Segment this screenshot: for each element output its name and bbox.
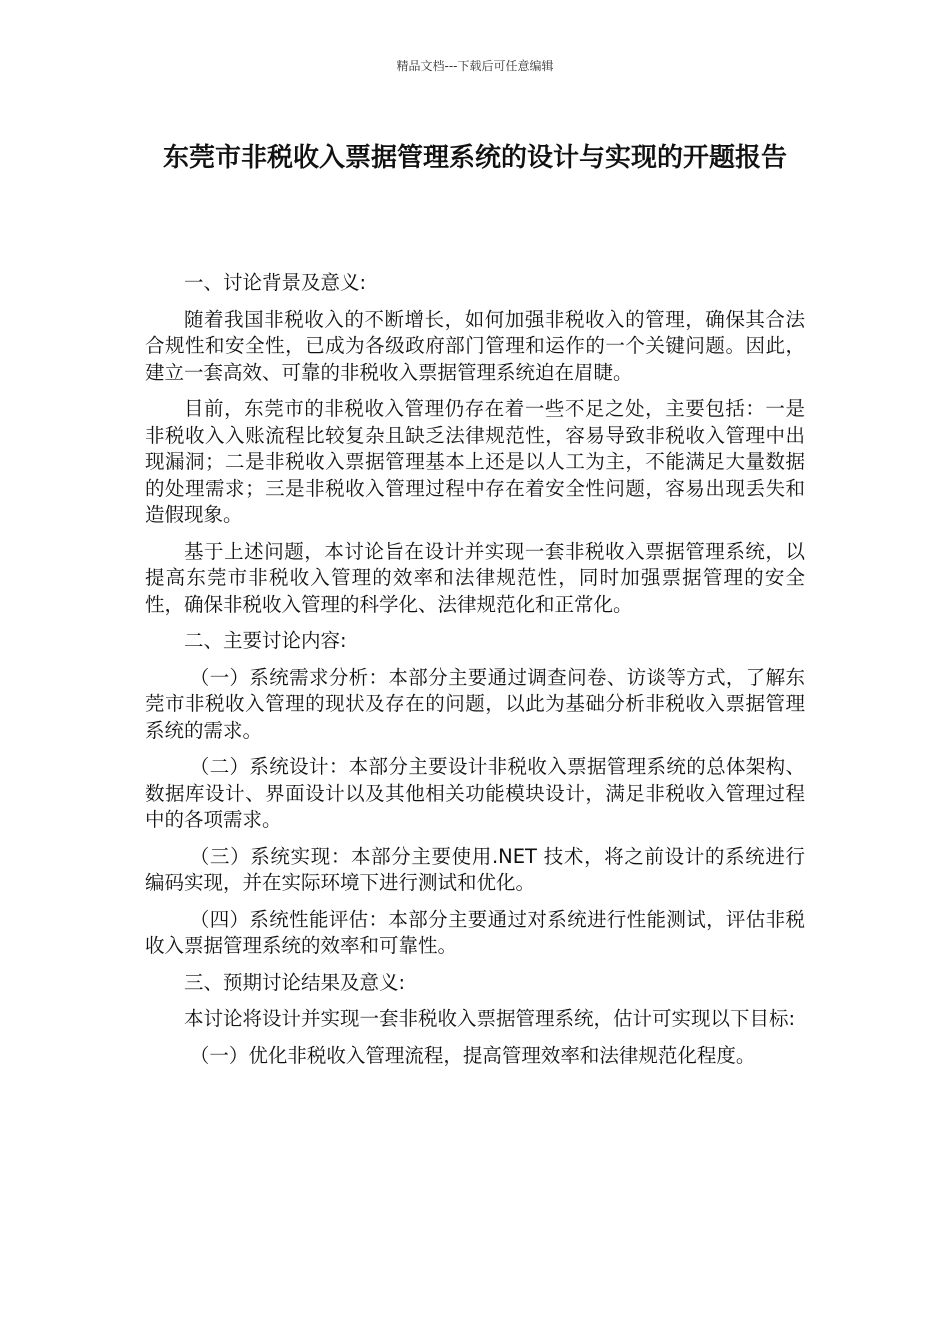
paragraph: 随着我国非税收入的不断增长，如何加强非税收入的管理，确保其合法合规性和安全性，已成为各级政府部门管理和运作的一个关键问题。因此，建立一套高效、可靠的非税收入票据管理系统迫在眉睫。 bbox=[145, 307, 805, 384]
paragraph: （三）系统实现：本部分主要使用.NET 技术，将之前设计的系统进行编码实现，并在实际环境下进行测试和优化。 bbox=[145, 844, 805, 894]
section-background bbox=[145, 270, 805, 618]
document-body bbox=[145, 270, 805, 1079]
section-heading: 二、主要讨论内容: bbox=[184, 629, 347, 652]
section-heading: 三、预期讨论结果及意义: bbox=[184, 970, 406, 994]
section-expected-results bbox=[145, 970, 805, 1070]
paragraph: （一）优化非税收入管理流程，提高管理效率和法律规范化程度。 bbox=[189, 1043, 756, 1067]
paragraph: 本讨论将设计并实现一套非税收入票据管理系统，估计可实现以下目标: bbox=[184, 1007, 796, 1030]
paragraph: （一）系统需求分析：本部分主要通过调查问卷、访谈等方式，了解东莞市非税收入管理的现状及存在的问题，以此为基础分析非税收入票据管理系统的需求。 bbox=[145, 665, 805, 742]
paragraph: （四）系统性能评估：本部分主要通过对系统进行性能测试，评估非税收入票据管理系统的效率和可靠性。 bbox=[145, 907, 805, 957]
page-header-note: 精品文档---下载后可任意编辑 bbox=[396, 59, 554, 73]
section-heading: 一、讨论背景及意义: bbox=[184, 271, 367, 294]
section-main-content bbox=[145, 628, 805, 960]
paragraph: 基于上述问题，本讨论旨在设计并实现一套非税收入票据管理系统，以提高东莞市非税收入管理的效率和法律规范性，同时加强票据管理的安全性，确保非税收入管理的科学化、法律规范化和正常化。 bbox=[145, 539, 805, 616]
paragraph: （二）系统设计：本部分主要设计非税收入票据管理系统的总体架构、数据库设计、界面设计以及其他相关功能模块设计，满足非税收入管理过程中的各项需求。 bbox=[145, 755, 805, 831]
document-title: 东莞市非税收入票据管理系统的设计与实现的开题报告 bbox=[162, 143, 787, 173]
paragraph: 目前，东莞市的非税收入管理仍存在着一些不足之处，主要包括：一是非税收入入账流程比较复杂且缺乏法律规范性，容易导致非税收入管理中出现漏洞；二是非税收入票据管理基本上还是以人工为主，不能满足大量数据的处理需求；三是非税收入管理过程中存在着安全性问题，容易出现丢失和造假现象。 bbox=[145, 397, 805, 526]
